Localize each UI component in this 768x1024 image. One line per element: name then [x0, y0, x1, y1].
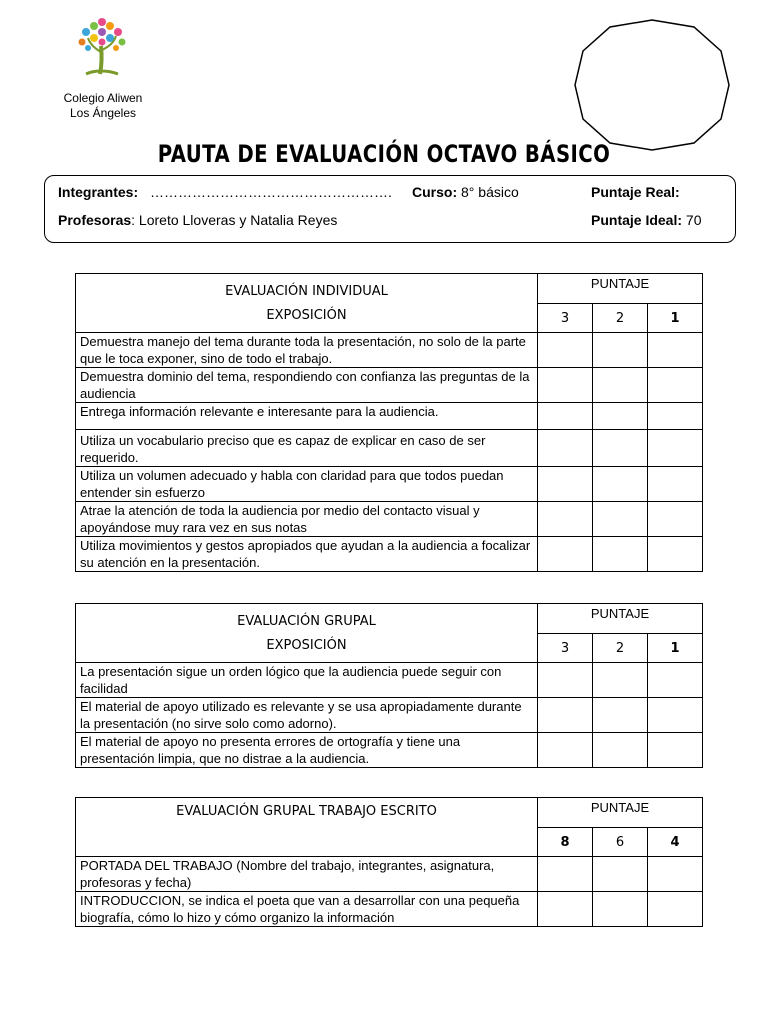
score-cell[interactable]	[648, 403, 703, 430]
criterion-text: Utiliza un volumen adecuado y habla con claridad para que todos puedan entender sin esfuerzo	[76, 467, 538, 502]
score-cell[interactable]	[593, 663, 648, 698]
score-cell[interactable]	[648, 502, 703, 537]
criterion-text: Demuestra dominio del tema, respondiendo con confianza las preguntas de la audiencia	[76, 368, 538, 403]
score-cell[interactable]	[538, 733, 593, 768]
score-cell[interactable]	[538, 430, 593, 467]
table-row	[76, 502, 703, 537]
school-city-line: Los Ángeles	[69, 106, 137, 120]
table-row	[76, 333, 703, 368]
criterion-text: La presentación sigue un orden lógico que la audiencia puede seguir con facilidad	[76, 663, 538, 698]
school-name	[40, 91, 166, 121]
score-cell[interactable]	[593, 333, 648, 368]
score-cell[interactable]	[538, 502, 593, 537]
score-cell[interactable]	[538, 537, 593, 572]
score-cell[interactable]	[593, 467, 648, 502]
score-header-6: 6	[593, 828, 648, 857]
score-cell[interactable]	[593, 502, 648, 537]
table-row	[76, 892, 703, 927]
score-cell[interactable]	[538, 467, 593, 502]
school-name-line: Colegio Aliwen	[63, 91, 143, 105]
rubric-table-grupal	[75, 603, 703, 768]
criterion-text: Atrae la atención de toda la audiencia por medio del contacto visual y apoyándose muy rara vez en sus notas	[76, 502, 538, 537]
table-heading-line1: EVALUACIÓN GRUPAL TRABAJO ESCRITO	[176, 804, 437, 819]
puntaje-ideal-label: Puntaje Ideal:	[591, 212, 683, 228]
integrantes-field[interactable]: …………………………………………….	[150, 184, 392, 200]
score-header-4: 4	[648, 828, 703, 857]
info-box	[44, 175, 736, 243]
criterion-text: Entrega información relevante e interesante para la audiencia.	[76, 403, 538, 430]
school-logo-tree-icon	[72, 16, 132, 78]
profesoras-value: : Loreto Lloveras y Natalia Reyes	[131, 212, 338, 228]
score-header-3: 3	[538, 634, 593, 663]
criterion-text: El material de apoyo utilizado es relevante y se usa apropiadamente durante la presentación (no sirve solo como adorno).	[76, 698, 538, 733]
score-header-1: 1	[648, 634, 703, 663]
score-cell[interactable]	[648, 857, 703, 892]
curso-value: 8° básico	[461, 184, 519, 200]
table-row	[76, 368, 703, 403]
criterion-text: El material de apoyo no presenta errores de ortografía y tiene una presentación limpia, que no distrae a la audiencia.	[76, 733, 538, 768]
score-header-1: 1	[648, 304, 703, 333]
page-title: PAUTA DE EVALUACIÓN OCTAVO BÁSICO	[157, 140, 611, 168]
score-cell[interactable]	[648, 733, 703, 768]
table-heading-line1: EVALUACIÓN INDIVIDUAL	[225, 284, 388, 299]
score-cell[interactable]	[593, 892, 648, 927]
puntaje-ideal-value: 70	[685, 212, 702, 228]
score-cell[interactable]	[648, 467, 703, 502]
score-cell[interactable]	[648, 368, 703, 403]
table-row	[76, 663, 703, 698]
integrantes-label: Integrantes:	[58, 184, 139, 200]
table-row	[76, 537, 703, 572]
score-header-2: 2	[593, 634, 648, 663]
score-cell[interactable]	[593, 403, 648, 430]
table-row	[76, 430, 703, 467]
puntaje-real-label: Puntaje Real:	[591, 184, 680, 200]
score-header-3: 3	[538, 304, 593, 333]
score-cell[interactable]	[593, 368, 648, 403]
table-heading	[76, 604, 538, 663]
score-cell[interactable]	[648, 698, 703, 733]
puntaje-header: PUNTAJE	[538, 604, 703, 634]
score-cell[interactable]	[538, 368, 593, 403]
table-row	[76, 857, 703, 892]
rubric-table-individual	[75, 273, 703, 572]
criterion-text: Utiliza movimientos y gestos apropiados que ayudan a la audiencia a focalizar su atención en la presentación.	[76, 537, 538, 572]
rubric-table-escrito	[75, 797, 703, 927]
curso-label: Curso:	[412, 184, 458, 200]
puntaje-header: PUNTAJE	[538, 798, 703, 828]
score-header-8: 8	[538, 828, 593, 857]
score-cell[interactable]	[593, 698, 648, 733]
score-cell[interactable]	[648, 892, 703, 927]
table-row	[76, 467, 703, 502]
score-cell[interactable]	[538, 698, 593, 733]
puntaje-header: PUNTAJE	[538, 274, 703, 304]
table-heading	[76, 798, 538, 857]
score-cell[interactable]	[593, 733, 648, 768]
score-cell[interactable]	[538, 857, 593, 892]
decagon-shape	[574, 18, 730, 152]
score-cell[interactable]	[538, 663, 593, 698]
score-cell[interactable]	[648, 333, 703, 368]
score-cell[interactable]	[593, 537, 648, 572]
table-row	[76, 698, 703, 733]
score-cell[interactable]	[593, 430, 648, 467]
criterion-text: Demuestra manejo del tema durante toda la presentación, no solo de la parte que le toca exponer, sino de todo el trabajo.	[76, 333, 538, 368]
table-row	[76, 403, 703, 430]
score-cell[interactable]	[538, 403, 593, 430]
score-cell[interactable]	[593, 857, 648, 892]
score-cell[interactable]	[538, 333, 593, 368]
table-heading-line1: EVALUACIÓN GRUPAL	[237, 614, 376, 629]
criterion-text: INTRODUCCION, se indica el poeta que van a desarrollar con una pequeña biografía, cómo lo hizo y cómo organizo la información	[76, 892, 538, 927]
profesoras-label: Profesoras	[58, 212, 132, 228]
table-heading-line2: EXPOSICIÓN	[266, 638, 347, 653]
score-cell[interactable]	[648, 537, 703, 572]
table-heading	[76, 274, 538, 333]
score-cell[interactable]	[648, 663, 703, 698]
score-cell[interactable]	[648, 430, 703, 467]
criterion-text: Utiliza un vocabulario preciso que es capaz de explicar en caso de ser requerido.	[76, 430, 538, 467]
score-header-2: 2	[593, 304, 648, 333]
table-heading-line2: EXPOSICIÓN	[266, 308, 347, 323]
score-cell[interactable]	[538, 892, 593, 927]
table-row	[76, 733, 703, 768]
criterion-text: PORTADA DEL TRABAJO (Nombre del trabajo, integrantes, asignatura, profesoras y fecha)	[76, 857, 538, 892]
